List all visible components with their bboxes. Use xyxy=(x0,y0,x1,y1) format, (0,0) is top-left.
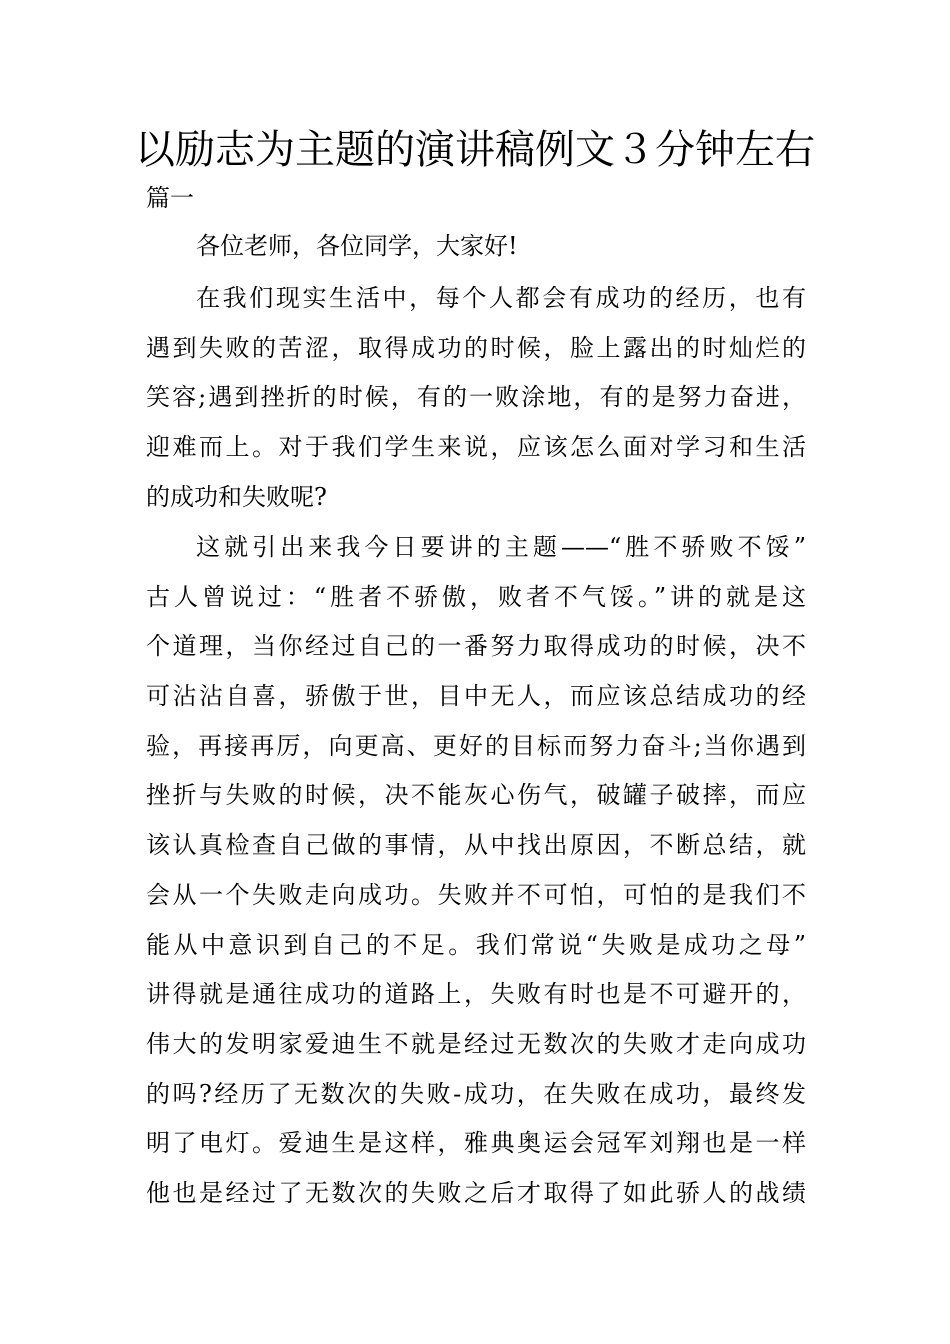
text-line: 古人曾说过：“胜者不骄傲，败者不气馁。”讲的就是这 xyxy=(146,582,806,611)
text-line: 这就引出来我今日要讲的主题——“胜不骄败不馁” xyxy=(196,533,806,561)
text-line: 他也是经过了无数次的失败之后才取得了如此骄人的战绩 xyxy=(146,1178,806,1207)
text-line: 的吗?经历了无数次的失败-成功，在失败在成功，最终发 xyxy=(146,1079,806,1108)
text-line: 笑容;遇到挫折的时候，有的一败涂地，有的是努力奋进， xyxy=(146,383,806,412)
document-title: 以励志为主题的演讲稿例文３分钟左右 xyxy=(135,127,815,173)
text-line: 个道理，当你经过自己的一番努力取得成功的时候，决不 xyxy=(146,632,806,661)
section-label: 篇一 xyxy=(146,184,194,212)
text-line: 各位老师，各位同学，大家好! xyxy=(196,232,518,260)
text-line: 该认真检查自己做的事情，从中找出原因，不断总结，就 xyxy=(146,831,806,860)
text-line: 讲得就是通往成功的道路上，失败有时也是不可避开的， xyxy=(146,980,806,1009)
greeting-paragraph xyxy=(146,222,806,272)
text-line: 伟大的发明家爱迪生不就是经过无数次的失败才走向成功 xyxy=(146,1029,806,1058)
paragraph-2 xyxy=(146,523,806,1219)
text-line: 在我们现实生活中，每个人都会有成功的经历，也有 xyxy=(196,284,806,312)
text-line: 明了电灯。爱迪生是这样，雅典奥运会冠军刘翔也是一样 xyxy=(146,1129,806,1158)
text-line: 的成功和失败呢? xyxy=(146,482,327,511)
text-line: 会从一个失败走向成功。失败并不可怕，可怕的是我们不 xyxy=(146,880,806,909)
paragraph-1 xyxy=(146,274,806,522)
text-line: 迎难而上。对于我们学生来说，应该怎么面对学习和生活 xyxy=(146,433,806,462)
text-line: 可沾沾自喜，骄傲于世，目中无人，而应该总结成功的经 xyxy=(146,682,806,711)
text-line: 挫折与失败的时候，决不能灰心伤气，破罐子破摔，而应 xyxy=(146,781,806,810)
text-line: 验，再接再厉，向更高、更好的目标而努力奋斗;当你遇到 xyxy=(146,731,806,760)
text-line: 遇到失败的苦涩，取得成功的时候，脸上露出的时灿烂的 xyxy=(146,333,806,362)
text-line: 能从中意识到自己的不足。我们常说“失败是成功之母” xyxy=(146,930,806,959)
